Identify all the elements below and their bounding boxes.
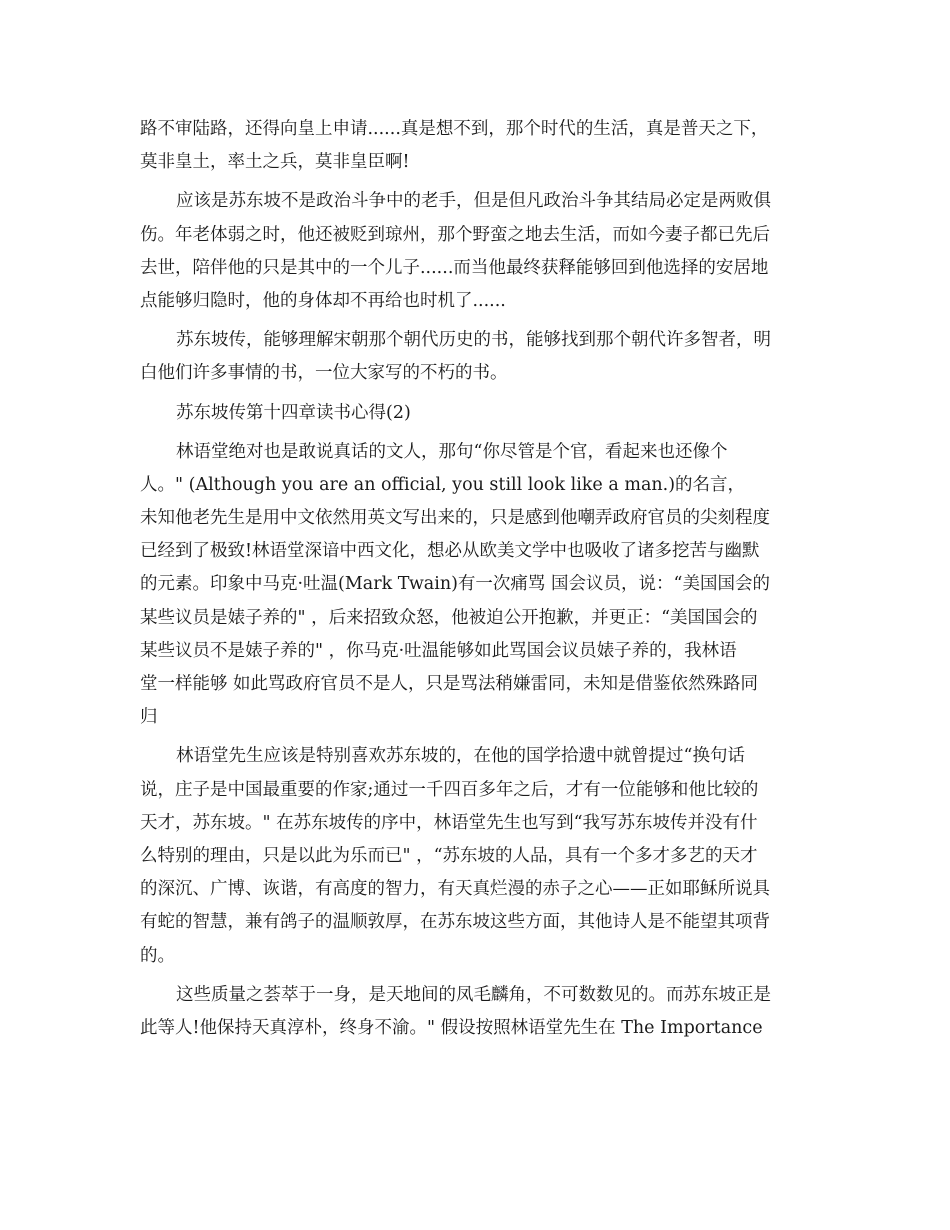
text-line: 的深沉、广博、诙谐，有高度的智力，有天真烂漫的赤子之心——正如耶稣所说具: [140, 879, 770, 900]
paragraph-2: [140, 185, 810, 318]
paragraph-7: [140, 979, 810, 1045]
text-line: 某些议员不是婊子养的" ，你马克·吐温能够如此骂国会议员婊子养的，我林语: [140, 640, 737, 661]
document-body: [140, 113, 810, 1045]
text-line: 已经到了极致!林语堂深谙中西文化，想必从欧美文学中也吸收了诸多挖苦与幽默: [140, 541, 760, 562]
text-line: 莫非皇土，率土之兵，莫非皇臣啊!: [140, 152, 410, 173]
text-line: 说，庄子是中国最重要的作家;通过一千四百多年之后，才有一位能够和他比较的: [140, 779, 759, 800]
text-line: 有蛇的智慧，兼有鸽子的温顺敦厚，在苏东坡这些方面，其他诗人是不能望其项背: [140, 912, 770, 933]
text-line: 某些议员是婊子养的" ，后来招致众怒，他被迫公开抱歉，并更正：“美国国会的: [140, 607, 758, 628]
section-heading: [140, 397, 810, 430]
paragraph-5: [140, 436, 810, 735]
text-line: 应该是苏东坡不是政治斗争中的老手，但是但凡政治斗争其结局必定是两败俱: [176, 191, 771, 212]
text-line: 未知他老先生是用中文依然用英文写出来的，只是感到他嘲弄政府官员的尖刻程度: [140, 508, 770, 529]
text-line: 此等人!他保持天真淳朴，终身不渝。" 假设按照林语堂先生在 The Importance: [140, 1017, 763, 1038]
text-line: 林语堂先生应该是特别喜欢苏东坡的，在他的国学拾遗中就曾提过“换句话: [176, 746, 745, 767]
text-line: 伤。年老体弱之时，他还被贬到琼州，那个野蛮之地去生活，而如今妻子都已先后: [140, 224, 770, 245]
text-line: 么特别的理由，只是以此为乐而已" ，“苏东坡的人品，具有一个多才多艺的天才: [140, 845, 758, 866]
paragraph-1: [140, 113, 810, 179]
text-line: 路不审陆路，还得向皇上申请......真是想不到，那个时代的生活，真是普天之下，: [140, 119, 769, 139]
text-line: 人。" (Although you are an official, you still look like a man.)的名言，: [140, 474, 746, 495]
heading-line: 苏东坡传第十四章读书心得(2): [176, 402, 411, 423]
text-line: 的。: [140, 945, 175, 966]
text-line: 去世，陪伴他的只是其中的一个儿子......而当他最终获释能够回到他选择的安居地: [140, 257, 769, 278]
text-line: 的元素。印象中马克·吐温(Mark Twain)有一次痛骂 国会议员，说：“美国国会的: [140, 574, 770, 595]
text-line: 这些质量之荟萃于一身，是天地间的凤毛麟角，不可数数见的。而苏东坡正是: [176, 984, 771, 1005]
text-line: 白他们许多事情的书，一位大家写的不朽的书。: [140, 363, 508, 384]
paragraph-3: [140, 324, 810, 390]
paragraph-6: [140, 740, 810, 972]
text-line: 归: [140, 707, 158, 728]
text-line: 林语堂绝对也是敢说真话的文人，那句“你尽管是个官，看起来也还像个: [176, 441, 728, 462]
text-line: 天才，苏东坡。" 在苏东坡传的序中，林语堂先生也写到“我写苏东坡传并没有什: [140, 812, 758, 833]
text-line: 点能够归隐时，他的身体却不再给也时机了......: [140, 290, 506, 311]
text-line: 堂一样能够 如此骂政府官员不是人，只是骂法稍嫌雷同，未知是借鉴依然殊路同: [140, 674, 759, 694]
text-line: 苏东坡传，能够理解宋朝那个朝代历史的书，能够找到那个朝代许多智者，明: [176, 330, 771, 351]
